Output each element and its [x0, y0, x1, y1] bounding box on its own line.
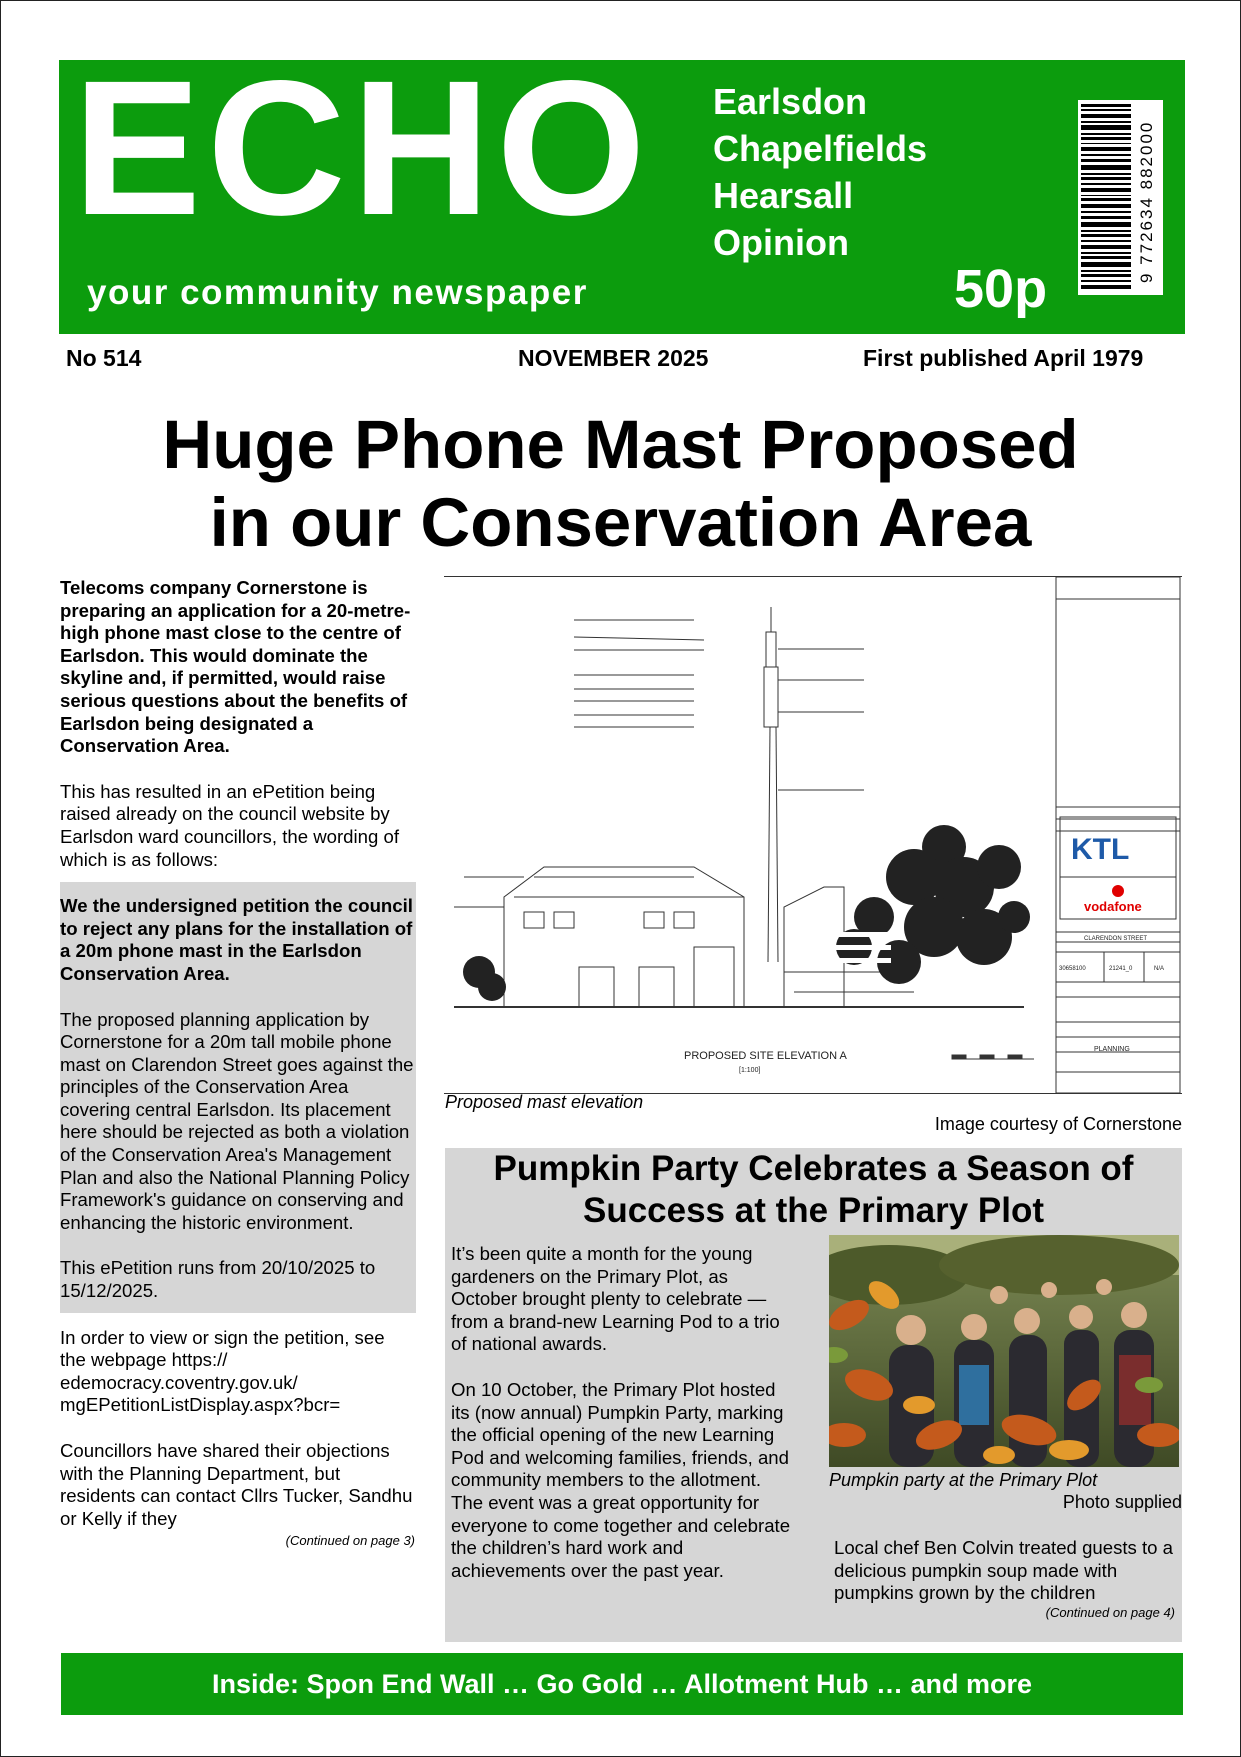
masthead: [59, 40, 1185, 334]
issue-number: No 514: [66, 345, 142, 371]
area-item: Earlsdon: [713, 81, 868, 122]
article-paragraph: It’s been quite a month for the young gardeners on the Primary Plot, as October brought plenty to celebrate — from a brand-new Learning Pod to a trio of national awards.: [451, 1243, 780, 1355]
mast-article: [60, 577, 415, 1553]
barcode-number: 9 772634 882000: [1137, 120, 1156, 283]
table-cell: 21241_0: [1109, 966, 1133, 972]
area-item: Hearsall: [713, 175, 854, 216]
headline-line-1: Huge Phone Mast Proposed: [162, 406, 1079, 483]
inside-contents-bar: Inside: Spon End Wall … Go Gold … Allotment Hub … and more: [61, 1653, 1183, 1715]
headline-line-2: in our Conservation Area: [209, 484, 1032, 561]
scale-label: [1:100]: [739, 1067, 761, 1074]
elevation-drawing-illustration: [444, 577, 1182, 1093]
pumpkin-party-photo-image: [829, 1235, 1179, 1467]
article-paragraph: On 10 October, the Primary Plot hosted its (now annual) Pumpkin Party, marking the official opening of the new Learning Pod and welcoming families, friends, and community members to the allotment. The event was a great opportunity for everyone to come together and celebrate the children’s hard work and achievements over the past year.: [451, 1378, 791, 1581]
petition-box: [60, 882, 416, 1313]
petition-statement: We the undersigned petition the council to reject any plans for the installation of a 20m phone mast in the Earlsdon Conservation Area.: [60, 895, 413, 984]
petition-link-paragraph: In order to view or sign the petition, see the webpage https:// edemocracy.coventry.gov.uk/ mgEPetitionListDisplay.aspx?bcr=: [60, 1326, 385, 1416]
issue-date: NOVEMBER 2025: [518, 345, 709, 371]
cover-price: 50p: [954, 259, 1048, 319]
echo-logo: ECHO: [73, 40, 652, 255]
article-paragraph: This has resulted in an ePetition being raised already on the council website by Earlsdon ward councillors, the wording of which is as follows:: [60, 780, 399, 870]
area-item: Opinion: [713, 222, 849, 263]
ktl-logo: KTL: [1071, 833, 1130, 866]
article-paragraph: Local chef Ben Colvin treated guests to a delicious pumpkin soup made with pumpkins grown by the children: [834, 1537, 1174, 1604]
mast-elevation-drawing: [444, 576, 1182, 1094]
table-street: CLARENDON STREET: [1084, 936, 1148, 942]
pumpkin-article: [445, 1148, 1182, 1642]
tagline: your community newspaper: [87, 273, 588, 312]
petition-dates: This ePetition runs from 20/10/2025 to 15/12/2025.: [60, 1257, 376, 1302]
continued-note: (Continued on page 3): [285, 1533, 415, 1549]
pumpkin-body-continued: [834, 1537, 1179, 1621]
vodafone-logo: vodafone: [1084, 899, 1142, 914]
table-cell: N/A: [1154, 966, 1165, 972]
continued-note: (Continued on page 4): [1045, 1604, 1175, 1620]
pumpkin-party-photo: [829, 1235, 1179, 1467]
barcode-bars-icon: [1081, 104, 1131, 291]
area-item: Chapelfields: [713, 128, 928, 169]
article-paragraph: Councillors have shared their objections with the Planning Department, but residents can contact Cllrs Tucker, Sandhu or Kelly if they: [60, 1440, 413, 1529]
area-list: [713, 78, 927, 266]
table-cell: 30658100: [1059, 966, 1086, 972]
elevation-label: PROPOSED SITE ELEVATION A: [684, 1050, 847, 1062]
drawing-caption: Proposed mast elevation: [445, 1092, 644, 1112]
petition-text: The proposed planning application by Cornerstone for a 20m tall mobile phone mast on Clarendon Street goes against the principles of the Conservation Area covering central Earlsdon. Its placement here should be rejected as both a violation of the Conservation Area's Management Plan and also the National Planning Policy Framework's guidance on conserving and enhancing the historic environment.: [60, 1008, 414, 1233]
photo-credit: Photo supplied: [1062, 1492, 1182, 1512]
vodafone-logo-icon: [1112, 885, 1124, 897]
barcode: [1078, 100, 1163, 295]
main-headline: [60, 406, 1181, 562]
table-planning: PLANNING: [1094, 1046, 1130, 1053]
pumpkin-headline: Pumpkin Party Celebrates a Season of Success at the Primary Plot: [493, 1149, 1134, 1230]
drawing-credit: Image courtesy of Cornerstone: [934, 1114, 1182, 1134]
article-lead: Telecoms company Cornerstone is preparing an application for a 20-metre-high phone mast close to the centre of Earlsdon. This would dominate the skyline and, if permitted, would raise serious questions about the benefits of Earlsdon being designated a Conservation Area.: [60, 577, 411, 757]
pumpkin-body: [451, 1243, 794, 1582]
photo-caption: Pumpkin party at the Primary Plot: [829, 1470, 1098, 1490]
first-published: First published April 1979: [863, 345, 1144, 371]
